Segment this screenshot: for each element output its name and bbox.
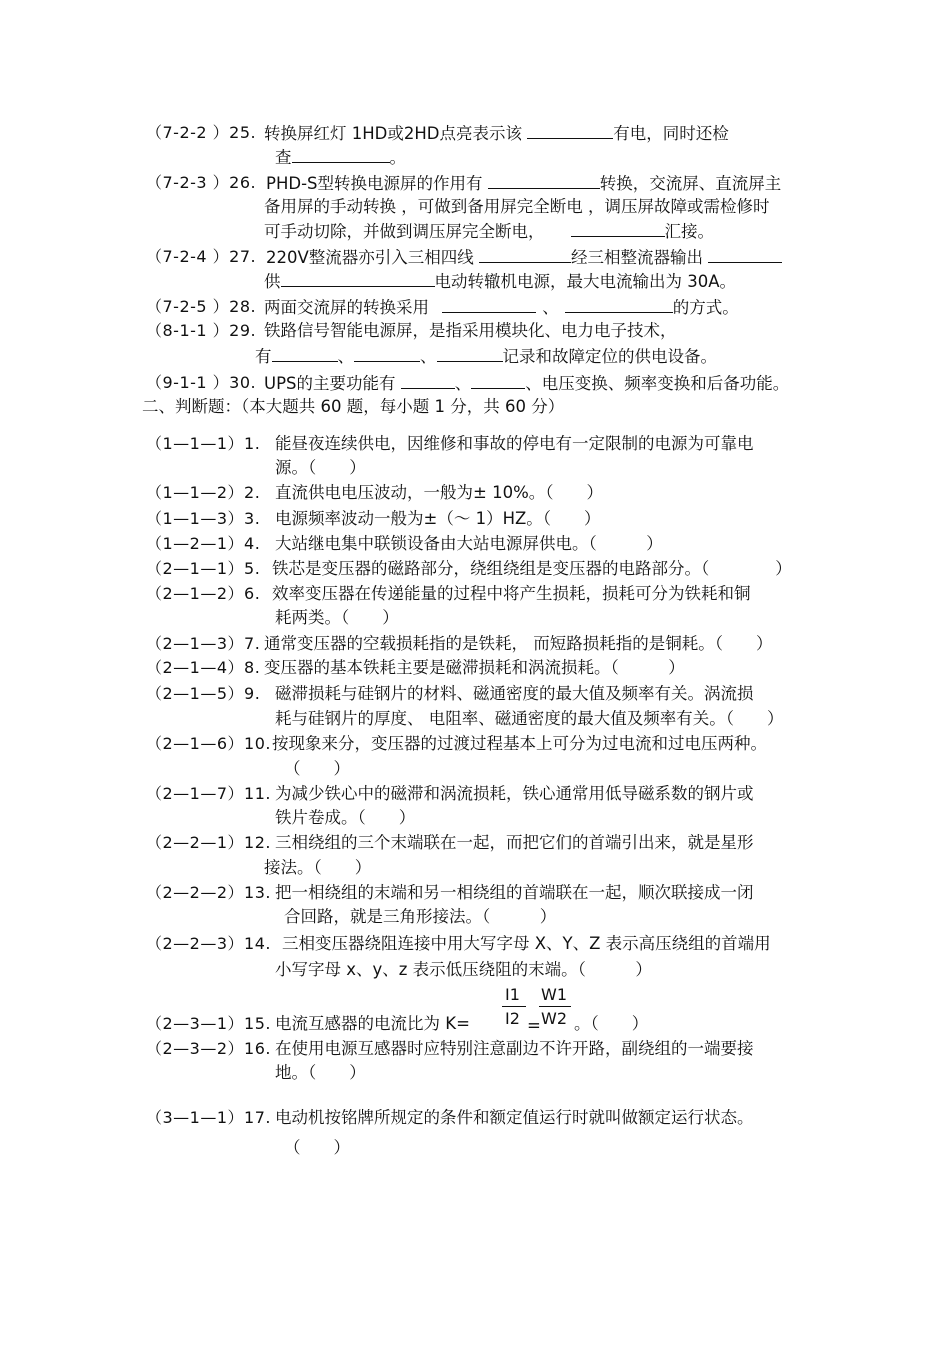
question-text: 。（ ） [574,1014,649,1033]
question-text: 把一相绕组的末端和另一相绕组的首端联在一起，顺次联接成一闭 [275,883,754,902]
question-text: 小写字母 x、y、z 表示低压绕阻的末端。（ ） [275,960,652,979]
question-text: 转换屏红灯 1HD或2HD点亮表示该 有电，同时还检 [264,124,729,143]
answer-blank[interactable] [479,247,571,263]
answer-blank[interactable] [354,346,420,362]
answer-blank[interactable] [565,297,673,313]
question-code: （2—1—4）8. [146,658,261,677]
question-code: （1—1—3）3. [146,509,261,528]
fraction-bar [502,1006,526,1007]
fraction-bar [539,1006,571,1007]
question-code: （2—1—1）5. [146,559,261,578]
question-text: 铁路信号智能电源屏，是指采用模块化、电力电子技术， [264,321,677,340]
question-text: 三相绕组的三个末端联在一起，而把它们的首端引出来，就是星形 [275,833,754,852]
question-code: （3—1—1）17. [146,1108,271,1127]
answer-blank[interactable] [442,297,536,313]
answer-blank[interactable] [272,346,338,362]
question-code: （2—2—2）13. [146,883,271,902]
answer-blank[interactable] [281,271,435,287]
answer-blank[interactable] [471,373,525,389]
question-text: 在使用电源互感器时应特别注意副边不许开路，副绕组的一端要接 [275,1039,754,1058]
question-text: 地。（ ） [275,1063,366,1082]
question-text: UPS的主要功能有 、 、电压变换、频率变换和后备功能。 [264,374,790,393]
question-text: 变压器的基本铁耗主要是磁滞损耗和涡流损耗。（ ） [264,658,685,677]
question-code: （8-1-1 ）29. [146,321,257,340]
question-code: （2—1—5）9. [146,684,261,703]
fraction-numerator: I1 [505,985,520,1004]
section-heading: 二、判断题：（本大题共 60 题，每小题 1 分，共 60 分） [142,397,565,416]
question-text: 源。（ ） [275,458,366,477]
question-text: （ ） [284,759,350,778]
question-code: （2—1—7）11. [146,784,271,803]
question-text: 磁滞损耗与硅钢片的材料、磁通密度的最大值及频率有关。涡流损 [275,684,754,703]
question-code: （2—1—6）10. [146,734,271,753]
question-code: （7-2-2 ）25. [146,123,257,142]
question-code: （2—1—3）7. [146,634,261,653]
question-code: （2—2—1）12. [146,833,271,852]
question-text: 耗与硅钢片的厚度、 电阻率、磁通密度的最大值及频率有关。（ ） [275,709,784,728]
question-code: （7-2-3 ）26. [146,173,257,192]
question-text: （ ） [284,1138,350,1157]
question-text: 铁芯是变压器的磁路部分，绕组绕组是变压器的电路部分。（ ） [272,559,792,578]
question-text: 查 。 [275,148,406,167]
answer-blank[interactable] [437,346,503,362]
question-text: 直流供电电压波动，一般为± 10%。（ ） [275,483,603,502]
question-code: （9-1-1 ）30. [146,373,257,392]
fraction-denominator: W2 [541,1009,567,1028]
fraction-denominator: I2 [505,1009,520,1028]
question-code: （2—1—2）6. [146,584,261,603]
question-text: 两面交流屏的转换采用 、 的方式。 [264,298,739,317]
answer-blank[interactable] [488,173,600,189]
question-text: 通常变压器的空载损耗指的是铁耗， 而短路损耗指的是铜耗。（ ） [264,634,773,653]
question-text: 供 电动转辙机电源，最大电流输出为 30A。 [264,272,737,291]
question-text: 电源频率波动一般为±（～ 1）HZ。（ ） [275,509,601,528]
question-text: 耗两类。（ ） [275,608,399,627]
question-text: 为减少铁心中的磁滞和涡流损耗，铁心通常用低导磁系数的钢片或 [275,784,754,803]
question-text: 备用屏的手动转换 ，可做到备用屏完全断电 ，调压屏故障或需检修时 [264,197,770,216]
question-code: （1—1—2）2. [146,483,261,502]
question-text: 合回路，就是三角形接法。（ ） [284,907,557,926]
question-text: 接法。（ ） [264,858,372,877]
answer-blank[interactable] [292,147,390,163]
question-code: （1—1—1）1. [146,434,261,453]
answer-blank[interactable] [401,373,455,389]
answer-blank[interactable] [708,247,782,263]
question-text: PHD-S型转换电源屏的作用有 转换，交流屏、直流屏主 [266,174,782,193]
question-code: （2—3—2）16. [146,1039,271,1058]
question-text: 220V整流器亦引入三相四线 经三相整流器输出 [266,247,782,268]
question-text: 铁片卷成。（ ） [275,808,416,827]
question-text: 效率变压器在传递能量的过程中将产生损耗，损耗可分为铁耗和铜 [272,584,751,603]
question-text: 大站继电集中联锁设备由大站电源屏供电。（ ） [275,534,663,553]
question-text: 可手动切除，并做到调压屏完全断电， 汇接。 [264,222,714,241]
answer-blank[interactable] [571,221,665,237]
fraction-numerator: W1 [541,985,567,1004]
question-text: 电流互感器的电流比为 K= [275,1014,470,1033]
question-code: （2—2—3）14. [146,934,271,953]
question-text: 有 、 、 记录和故障定位的供电设备。 [255,347,717,366]
answer-blank[interactable] [527,123,613,139]
question-text: 电动机按铭牌所规定的条件和额定值运行时就叫做额定运行状态。 [275,1108,754,1127]
question-code: （7-2-5 ）28. [146,297,257,316]
equals-sign: = [527,1016,541,1035]
question-code: （1—2—1）4. [146,534,261,553]
question-code: （7-2-4 ）27. [146,247,257,266]
question-text: 能昼夜连续供电，因维修和事故的停电有一定限制的电源为可靠电 [275,434,754,453]
question-code: （2—3—1）15. [146,1014,271,1033]
question-text: 按现象来分，变压器的过渡过程基本上可分为过电流和过电压两种。 [272,734,767,753]
question-text: 三相变压器绕阻连接中用大写字母 X、Y、Z 表示高压绕组的首端用 [282,934,771,953]
